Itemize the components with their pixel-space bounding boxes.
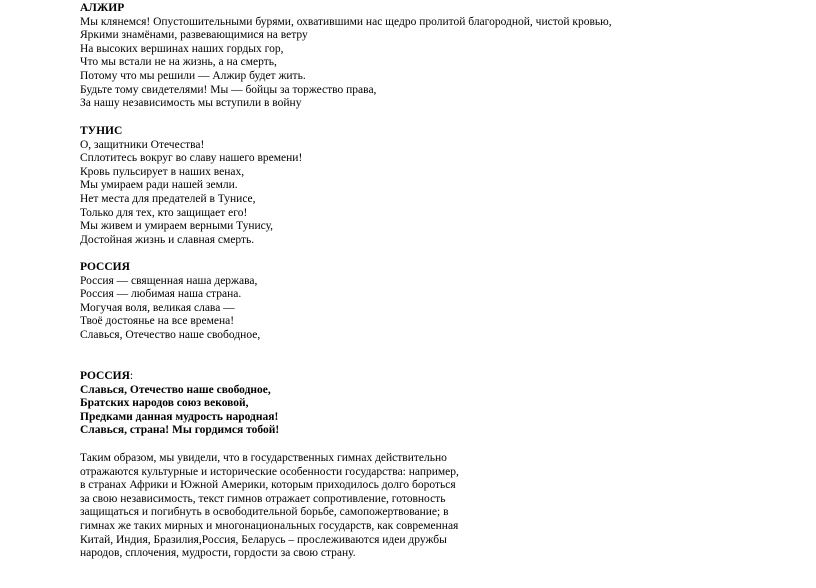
- paragraph-line: Таким образом, мы увидели, что в государственных гимнах действительно: [80, 452, 447, 464]
- section-heading-russia: РОССИЯ: [80, 261, 130, 273]
- anthem-line: Россия — священная наша держава,: [80, 274, 258, 287]
- anthem-line: Славься, Отечество наше свободное,: [80, 328, 261, 341]
- paragraph-line: защищаться и погибнуть в освободительной борьбе, самопожертвование; в: [80, 506, 449, 519]
- anthem-line: Что мы встали не на жизнь, а на смерть,: [80, 56, 277, 69]
- paragraph-line: отражаются культурные и исторические особенности государства: например,: [80, 465, 459, 478]
- chorus-line: Предками данная мудрость народная!: [80, 410, 279, 423]
- anthem-line: Будьте тому свидетелями! Мы — бойцы за торжество права,: [80, 83, 377, 96]
- anthem-line: Достойная жизнь и славная смерть.: [80, 233, 255, 246]
- paragraph-line: народов, сплочения, мудрости, гордости за свою страну.: [80, 547, 356, 560]
- heading-colon: :: [129, 370, 134, 382]
- paragraph-line: за свою независимость, текст гимнов отражает сопротивление, готовность: [80, 492, 446, 505]
- anthem-line: Сплотитесь вокруг во славу нашего времени!: [80, 152, 303, 165]
- anthem-line: Только для тех, кто защищает его!: [80, 206, 248, 219]
- anthem-line: Нет места для предателей в Тунисе,: [80, 192, 256, 205]
- section-heading-russia-chorus: [80, 370, 279, 384]
- anthem-line: Потому что мы решили — Алжир будет жить.: [80, 69, 306, 82]
- anthem-section-russia-second: [80, 370, 279, 438]
- anthem-section-russia-first: [80, 261, 260, 343]
- section-heading-tunisia: ТУНИС: [80, 125, 123, 137]
- anthem-line: Россия — любимая наша страна.: [80, 288, 242, 301]
- anthem-line: Мы клянемся! Опустошительными бурями, охватившими нас щедро пролитой благородной, чистой кровью,: [80, 15, 612, 28]
- section-heading-russia-chorus-title: РОССИЯ: [80, 370, 130, 382]
- anthem-line: Кровь пульсирует в наших венах,: [80, 165, 245, 178]
- anthem-section-algeria: [80, 2, 612, 111]
- anthem-section-tunisia: [80, 125, 302, 247]
- anthem-line: Мы умираем ради нашей земли.: [80, 179, 238, 192]
- paragraph-line: в странах Африки и Южной Америки, которым приходилось долго бороться: [80, 479, 456, 492]
- section-heading-algeria: АЛЖИР: [80, 2, 125, 14]
- anthem-line: За нашу независимость мы вступили в войну: [80, 97, 302, 110]
- paragraph-line: Китай, Индия, Бразилия,Россия, Беларусь – прослеживаются идеи дружбы: [80, 533, 447, 546]
- chorus-line: Славься, Отечество наше свободное,: [80, 383, 271, 396]
- chorus-line: Славься, страна! Мы гордимся тобой!: [80, 424, 280, 437]
- anthem-line: На высоких вершинах наших гордых гор,: [80, 42, 284, 55]
- anthem-line: Твоё достоянье на все времена!: [80, 315, 235, 328]
- paragraph-line: гимнах же таких мирных и многонациональных государств, как современная: [80, 519, 459, 532]
- anthem-line: Яркими знамёнами, развевающимися на ветру: [80, 29, 308, 42]
- chorus-line: Братских народов союз вековой,: [80, 397, 249, 410]
- anthem-line: О, защитники Отечества!: [80, 138, 205, 151]
- anthem-line: Мы живем и умираем верными Тунису,: [80, 220, 274, 233]
- conclusion-paragraph: [80, 452, 459, 561]
- anthem-line: Могучая воля, великая слава —: [80, 301, 235, 314]
